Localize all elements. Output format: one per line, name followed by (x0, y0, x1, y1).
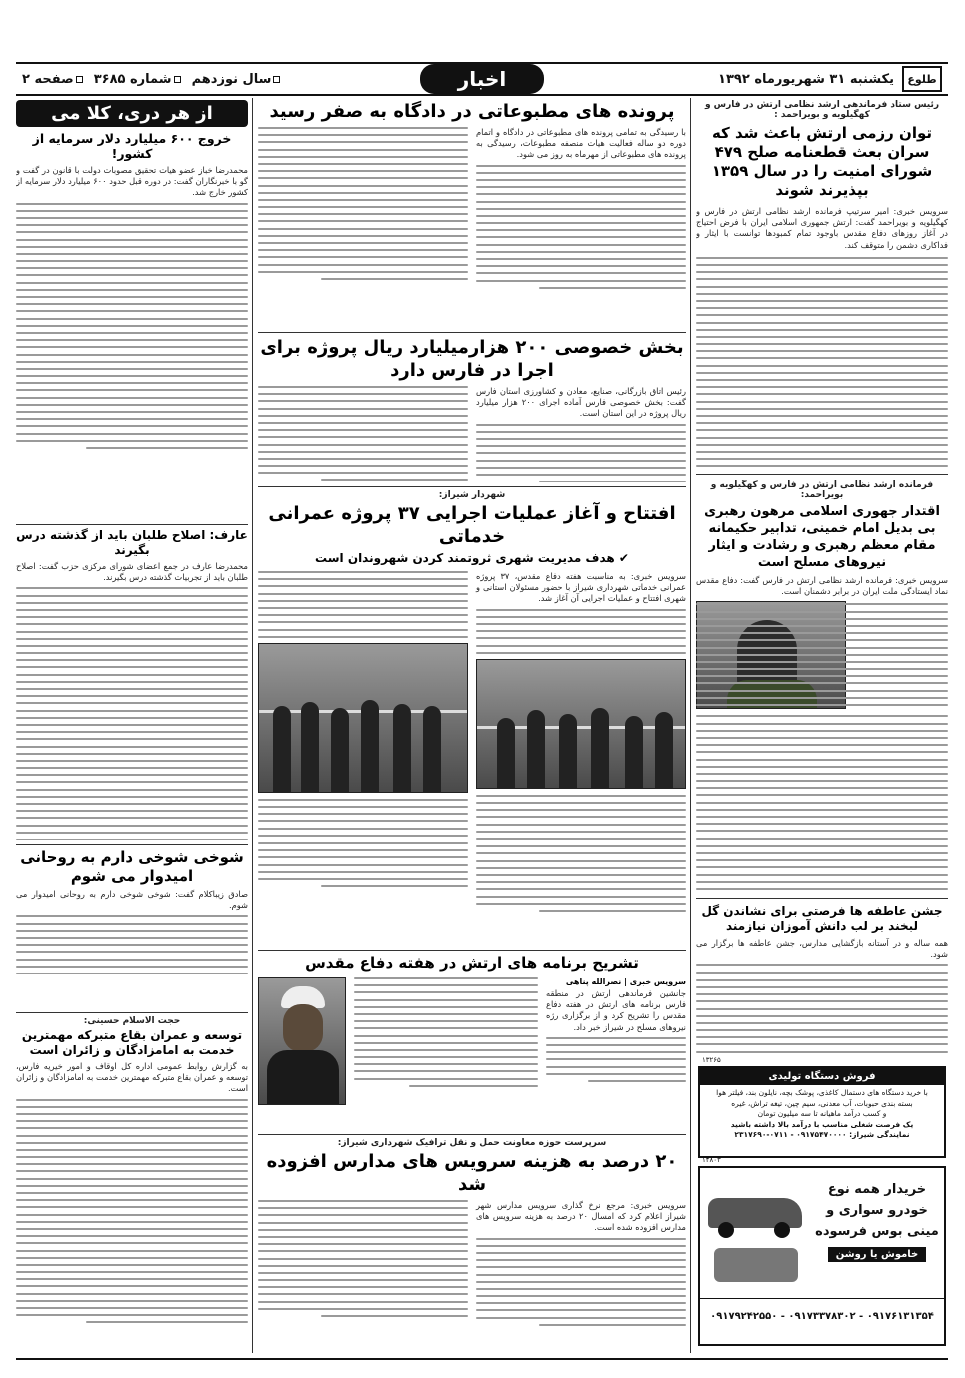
article-lead: به گزارش روابط عمومی اداره کل اوقاف و امور خیریه فارس، توسعه و عمران بقاع متبرکه مهمترین خدمت به امامزادگان و زائران است. (16, 1061, 248, 1094)
ad-production-machines (698, 1066, 946, 1158)
article-headline: افتتاح و آغاز عملیات اجرایی ۳۷ پروژه عمرانی خدماتی (268, 503, 676, 547)
cleric-photo (258, 977, 346, 1105)
article-subhead: ✔ هدف مدیریت شهری ثروتمند کردن شهروندان است (315, 551, 629, 565)
issue-year: سال نوزدهم (191, 71, 272, 87)
article-lead: محمدرضا خباز عضو هیات تحقیق مصوبات دولت با قانون در گفت و گو با خبرنگاران گفت: در دوره قبل حدود ۶۰۰ میلیارد دلار سرمایه از کشور خارج شد. (16, 165, 248, 198)
article-press-cases (258, 100, 686, 328)
article-lead: با رسیدگی به تمامی پرونده های مطبوعاتی در دادگاه و اتمام دوره دو ساله فعالیت هیات منصفه مطبوعات، رسیدگی به پرونده های مطبوعاتی از مهرماه به روز می شود. (476, 127, 686, 160)
article-subhead: خروج ۶۰۰ میلیارد دلار سرمایه از کشور! (32, 131, 232, 161)
article-divider (258, 486, 686, 487)
article-divider (258, 332, 686, 333)
article-divider (696, 474, 948, 475)
article-kicker: سرپرست حوزه معاونت حمل و نقل ترافیک شهرداری شیراز: (337, 1138, 607, 1148)
square-bullet-icon (273, 76, 280, 83)
ad-title: فروش دستگاه تولیدی (700, 1068, 944, 1085)
article-divider (16, 1012, 248, 1013)
page-bottom-rule (16, 1358, 948, 1360)
car-illustration (700, 1168, 810, 1298)
article-headline: پرونده های مطبوعاتی در دادگاه به صفر رسید (269, 101, 675, 122)
ad-tag: خاموش یا روشن (828, 1247, 927, 1262)
ad-line: یک فرصت شغلی مناسب با درآمد بالا داشته باشید (730, 1119, 914, 1129)
article-photo-row (696, 601, 948, 711)
masthead-left (22, 72, 282, 87)
article-private-sector (258, 336, 686, 482)
ad-line: مینی بوس فرسوده (815, 1224, 939, 1239)
article-islamic-republic-power (696, 480, 948, 892)
article-headline: بخش خصوصی ۲۰۰ هزارمیلیارد ریال پروژه برای اجرا در فارس دارد (260, 337, 684, 381)
newspaper-logo: طلوع (902, 66, 942, 92)
article-kicker: حجت الاسلام حسینی: (83, 1016, 181, 1026)
ad-line: و کسب درآمد ماهیانه تا سه میلیون تومان (757, 1109, 887, 1118)
article-aref (16, 528, 248, 840)
ad-phone: ۰۹۱۷۶۱۳۱۳۵۴ - ۰۹۱۷۳۳۷۸۳۰۲ - ۰۹۱۷۹۲۴۲۵۵۰ (700, 1298, 944, 1322)
article-body-lines (696, 257, 948, 470)
ad-vehicle-buyer (698, 1166, 946, 1346)
masthead-date: یکشنبه ۳۱ شهریورماه ۱۳۹۲ (718, 71, 894, 87)
article-lead: سرویس خبری: به مناسبت هفته دفاع مقدس، ۳۷ پروژه عمرانی خدماتی شهرداری شیراز با حضور مسئولان استانی و شهری افتتاح و عملیات اجرایی آن آغاز شد. (476, 571, 686, 604)
article-lead: صادق زیباکلام گفت: شوخی شوخی دارم به روحانی امیدوار می شوم. (16, 889, 248, 911)
article-army-programs (258, 954, 686, 1130)
article-divider (258, 950, 686, 951)
article-divider (16, 524, 248, 525)
article-kicker: شهردار شیراز: (438, 490, 506, 500)
article-headline: تشریح برنامه های ارتش در هفته دفاع مقدس (305, 954, 639, 972)
article-divider (696, 898, 948, 899)
project-ceremony-photo (258, 643, 468, 793)
ribbon-cutting-photo (476, 659, 686, 789)
article-headline: ۲۰ درصد به هزینه سرویس های مدارس افزوده شد (266, 1151, 678, 1195)
article-zibakalam (16, 848, 248, 974)
column-divider (252, 98, 253, 1353)
article-lead: سرویس خبری: امیر سرتیپ فرمانده ارشد نظامی ارتش در فارس و کهگیلویه و بویراحمد گفت: ارتش جمهوری اسلامی ایران با فرض احتیاج در آغاز روزهای دفاع مقدس باوجود تمام کمبودها توانست با ایثار و فداکاری دشمن را متوقف کند. (696, 206, 948, 250)
page-number: صفحه ۲ (22, 71, 74, 87)
ad-code: ۱۴۸۰۳ (702, 1156, 721, 1164)
article-lead: رئیس اتاق بازرگانی، صنایع، معادن و کشاورزی استان فارس گفت: بخش خصوصی فارس آماده اجرای ۲۰۰ هزار میلیارد ریال پروژه در این استان است. (476, 386, 686, 419)
article-lead: سرویس خبری: مرجع نرخ گذاری سرویس مدارس شهر شیراز اعلام کرد که امسال ۲۰ درصد به هزینه سرویس های مدارس افزوده شده است. (476, 1200, 686, 1233)
square-bullet-icon (174, 76, 181, 83)
column-title: از هر دری، کلا می (16, 100, 248, 127)
ad-phone: نمایندگی شیراز: ۰۹۱۷۵۴۷۰۰۰۰ - ۰۷۱۱-۲۳۱۷۶۹۰ (734, 1130, 910, 1139)
article-headline: شوخی شوخی دارم به روحانی امیدوار می شوم (20, 848, 244, 885)
ad-code: ۱۳۲۶۵ (702, 1056, 721, 1064)
article-lead: سرویس خبری: فرمانده ارشد نظامی ارتش در فارس گفت: دفاع مقدس نماد ایستادگی ملت ایران در برابر دشمنان است. (696, 575, 948, 597)
square-bullet-icon (76, 76, 83, 83)
article-school-service (258, 1138, 686, 1352)
article-lead: همه ساله و در آستانه بازگشایی مدارس، جشن عاطفه ها برگزار می شود. (696, 938, 948, 960)
article-lead: محمدرضا عارف در جمع اعضای شورای مرکزی حزب گفت: اصلاح طلبان باید از تجربیات گذشته درس بگیرند. (16, 561, 248, 583)
ad-line: خودرو سواری و (826, 1203, 928, 1218)
article-holy-shrines (16, 1016, 248, 1352)
article-divider (16, 844, 248, 845)
article-shiraz-projects (258, 490, 686, 946)
ad-line: بسته بندی حبوبات، آب معدنی، سیم چین، تیغه تراش، غیره (731, 1098, 913, 1108)
article-headline: توان رزمی ارتش باعث شد که سران بعث قطعنامه صلح ۴۷۹ شورای امنیت را در سال ۱۳۵۹ بپذیرند شوند (711, 124, 933, 199)
article-atefeh-celebration (696, 904, 948, 1054)
article-headline: اقتدار جهوری اسلامی مرهون رهبری بی بدیل امام خمینی، تدابیر حکیمانه مقام معظم رهبری و رشادت و ایثار نیروهای مسلح است (704, 504, 940, 570)
article-byline: سرویس خبری | نصرالله پناهی (565, 977, 686, 986)
section-title: اخبار (420, 64, 544, 94)
article-kicker: فرمانده ارشد نظامی ارتش در فارس و کهگیلویه و بویراحمد: (710, 480, 934, 500)
article-divider (258, 1134, 686, 1135)
article-headline: جشن عاطفه ها فرصتی برای نشاندن گل لبخند بر لب دانش آموزان نیازمند (701, 904, 943, 933)
article-lead: جانشین فرماندهی ارتش در منطقه فارس برنامه های ارتش در هفته دفاع مقدس را تشریح کرد و از برگزاری رژه نیروهای مسلح در شیراز خبر داد. (546, 988, 686, 1032)
ad-title: خریدار همه نوع (827, 1182, 927, 1197)
issue-number: شماره ۳۶۸۵ (93, 71, 172, 87)
ad-line: با خرید دستگاه های دستمال کاغذی، پوشک بچه، نایلون بند، فیلتر هوا (716, 1088, 928, 1097)
article-headline: توسعه و عمران بقاع متبرکه مهمترین خدمت به امامزادگان و زائران است (21, 1028, 243, 1057)
masthead-right (718, 66, 942, 92)
article-capital-outflow (16, 100, 248, 520)
article-kicker: رئیس ستاد فرماندهی ارشد نظامی ارتش در فارس و کهگیلویه و بویراحمد : (704, 100, 940, 120)
article-headline: عارف: اصلاح طلبان باید از گذشته درس بگیرند (16, 528, 248, 557)
column-divider (690, 98, 691, 1353)
article-army-power (696, 100, 948, 470)
ad-body (700, 1085, 944, 1144)
